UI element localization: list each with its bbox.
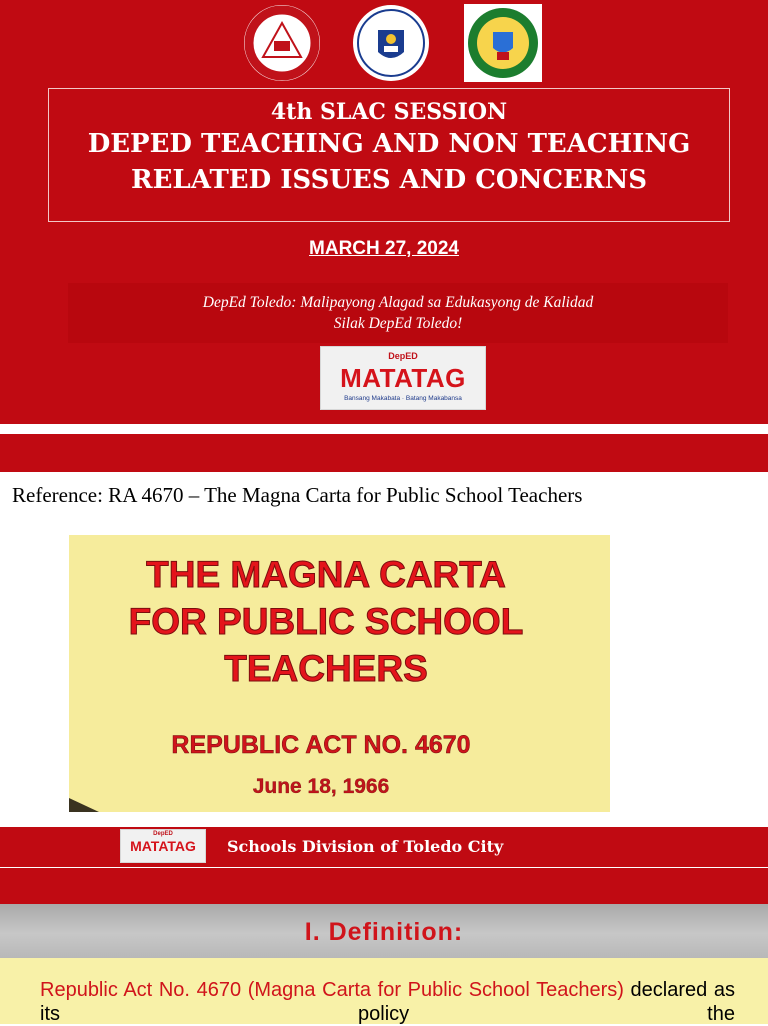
- definition-header: [0, 904, 768, 958]
- footer-matatag-word: MATATAG: [130, 838, 196, 854]
- magna-title-line3: TEACHERS: [224, 648, 428, 689]
- deped-seal-icon: [243, 4, 321, 82]
- page-fold-shadow: [69, 798, 99, 812]
- motto-box: [68, 283, 728, 343]
- footer-matatag-logo: [120, 829, 206, 863]
- definition-title: I. Definition:: [304, 918, 464, 946]
- session-title-line1: DEPED TEACHING AND NON TEACHING: [87, 129, 691, 159]
- definition-text-rest: declared as its policy the: [40, 979, 735, 1025]
- red-divider-bar: [0, 434, 768, 472]
- motto-line1: DepEd Toledo: Malipayong Alagad sa Edukasyong de Kalidad: [202, 294, 594, 311]
- matatag-logo: [320, 346, 486, 410]
- title-slide: [0, 0, 768, 424]
- red-band: [0, 868, 768, 904]
- session-title-line2: RELATED ISSUES AND CONCERNS: [131, 165, 647, 195]
- session-date: MARCH 27, 2024: [309, 238, 459, 259]
- matatag-word: MATATAG: [340, 363, 466, 393]
- magna-title: [69, 551, 583, 692]
- republic-act-label: REPUBLIC ACT NO. 4670: [171, 731, 471, 759]
- definition-text: [40, 978, 735, 1026]
- definition-text-red: Republic Act No. 4670 (Magna Carta for Public School Teachers): [40, 979, 624, 1001]
- session-title-box: [48, 88, 730, 222]
- reference-text: Reference: RA 4670 – The Magna Carta for Public School Teachers: [12, 483, 583, 507]
- act-date: June 18, 1966: [252, 775, 390, 798]
- magna-carta-image: [69, 535, 610, 812]
- session-label: 4th SLAC SESSION: [270, 99, 508, 125]
- kagawaran-seal-icon: [352, 4, 430, 82]
- motto-line2: Silak DepEd Toledo!: [333, 315, 463, 332]
- matatag-tagline: Bansang Makabata · Batang Makabansa: [344, 395, 462, 402]
- matatag-deped-label: DepED: [388, 351, 418, 361]
- school-seal-icon: [464, 4, 542, 82]
- magna-title-line2: FOR PUBLIC SCHOOL: [128, 601, 524, 642]
- magna-title-line1: THE MAGNA CARTA: [146, 554, 506, 595]
- footer-matatag-deped: DepED: [153, 831, 173, 837]
- definition-body: [0, 958, 768, 1024]
- division-name: Schools Division of Toledo City: [227, 837, 504, 856]
